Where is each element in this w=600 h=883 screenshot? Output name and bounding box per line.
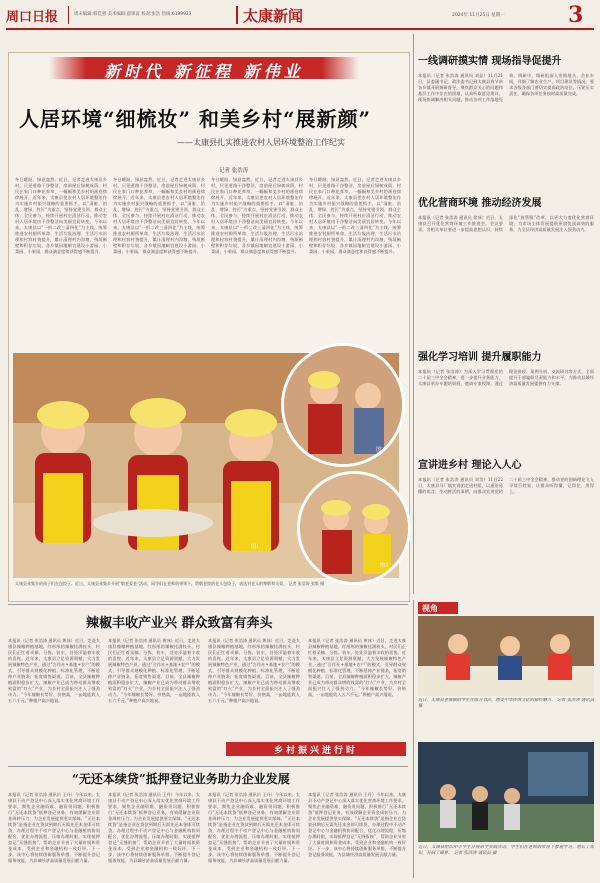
- credit-article: [8, 770, 408, 878]
- photo-column: [418, 602, 594, 878]
- credit-body-col2: 本报讯（记者 张浩涛 通讯员 王丹）今年以来，太康县不动产登记中心深入落实优化营商环境工作要求，聚焦企业融资难、融资贵问题，积极推行“无还本续贷”抵押登记业务，有效缓解企业资金周转压力，为企业发展提供坚实保障。“无还本续贷”是指企业在贷款到期后无需先还本金即可续贷，办理过程中不动产登记中心与金融机构协同配合，优化办理流程，压缩办理时限，实现抵押登记“无缝衔接”，帮助企业节省了大量时间和资金成本，受到企业和金融机构一致好评。下一步，该中心将持续创新服务举措，不断提升登记服务效能，为县域经济高质量发展贡献力量。: [108, 792, 200, 863]
- credit-title: “无还本续贷”抵押登记业务助力企业发展: [72, 772, 290, 786]
- section-marker-left: [236, 6, 238, 24]
- ribbon-label: 乡村振兴进行时: [273, 746, 358, 756]
- kids-at-table-image: [284, 346, 402, 464]
- chili-body-col1: 本报讯（记者 张浩涛 通讯员 黄冰）近日，走进太康县辣椒种植基地，红彤彤的辣椒挂满枝头，村民们正忙着采摘、分拣、装车，处处洋溢着丰收的喜悦。近年来，太康县立足资源禀赋，大力发展辣椒特色产业，通过“合作社+基地+农户”的模式，引导群众规模化种植、标准化管理，不断延伸产业链条，拓宽销售渠道。目前，全县辣椒种植面积稳步扩大，辣椒产业已成为带动群众增收致富的“红火”产业，为乡村全面振兴注入了强劲动力。“今年辣椒长势好、价格高，一亩地能收入五六千元。”种植户高兴地说。: [8, 638, 100, 703]
- kids-eating-dumplings-image: [300, 474, 408, 582]
- chili-body-col4: 本报讯（记者 张浩涛 通讯员 黄冰）近日，走进太康县辣椒种植基地，红彤彤的辣椒挂满枝头，村民们正忙着采摘、分拣、装车，处处洋溢着丰收的喜悦。近年来，太康县立足资源禀赋，大力发展辣椒特色产业，通过“合作社+基地+农户”的模式，引导群众规模化种植、标准化管理，不断延伸产业链条，拓宽销售渠道。目前，全县辣椒种植面积稳步扩大，辣椒产业已成为带动群众增收致富的“红火”产业，为乡村全面振兴注入了强劲动力。“今年辣椒长势好、价格高，一亩地能收入五六千元。”种植户高兴地说。: [308, 638, 406, 697]
- right-article-2: [418, 194, 594, 347]
- section-separator-2: [8, 766, 408, 767]
- rural-revitalization-ribbon: [226, 742, 406, 756]
- lead-article: [8, 52, 410, 602]
- right-article-1: [418, 52, 594, 193]
- right-article-4: [418, 456, 594, 599]
- photo-caption: 太康县张集乡的孩子们在包饺子，近日，太康县张集乡开展“敬老爱老”活动，同学们在老师的带领下，给敬老院的老人包饺子，表达对老人的尊敬和关爱。 记者 张浩涛 张集 摄: [15, 581, 325, 586]
- chili-title: 辣椒丰收产业兴 群众致富有奔头: [86, 616, 273, 631]
- masthead: [0, 0, 600, 30]
- right-article-4-title: 宣讲进乡村 理论入人心: [418, 460, 522, 471]
- inset-photo-top: [281, 343, 405, 467]
- chili-body-col2: 本报讯（记者 张浩涛 通讯员 黄冰）近日，走进太康县辣椒种植基地，红彤彤的辣椒挂满枝头，村民们正忙着采摘、分拣、装车，处处洋溢着丰收的喜悦。近年来，太康县立足资源禀赋，大力发展辣椒特色产业，通过“合作社+基地+农户”的模式，引导群众规模化种植、标准化管理，不断延伸产业链条，拓宽销售渠道。目前，全县辣椒种植面积稳步扩大，辣椒产业已成为带动群众增收致富的“红火”产业，为乡村全面振兴注入了强劲动力。“今年辣椒长势好、价格高，一亩地能收入五六千元。”种植户高兴地说。: [108, 638, 200, 703]
- date-line: 2024年 11月25日 星期一: [452, 13, 505, 18]
- right-article-3-title: 强化学习培训 提升履职能力: [418, 352, 542, 363]
- photo-label-2: 图2: [376, 447, 385, 453]
- column-divider: [413, 34, 414, 594]
- photo-label-1: 图1: [251, 544, 260, 550]
- right-article-1-body: 本报讯（记者 张浩涛 通讯员 刘显）11月21日，县委副书记、政法委书记到太康县春节前各乡镇开展调研督导，聚焦群众关心的问题和基层工作中存在的困难，认真听取意见建议，现场协调解决相关问题，推动各项工作落地见效。调研中，调研组深入田间地头、企业车间，详细了解农业生产、项目建设等情况，要求各级各部门要切实提高政治站位，压紧压实责任，确保各项任务按时高质量完成。: [418, 73, 594, 102]
- issue-info: 周末编辑:韩佳惠 美术编辑:翟軍富 校对:张浩 热线:6199923: [74, 12, 192, 17]
- paper-name: 周口日报: [6, 10, 59, 25]
- lead-body-col1: 冬日暖阳，绿意盎然。近日，记者走进太康县乡村，只见道路干净整洁，房前屋后绿树成荫，村民在家门口种花养草，一幅幅和美乡村的画卷徐徐展开。近年来，太康县把农村人居环境整治作为实施乡村振兴战略的重要抓手，以“清脏、治乱、增绿、控污”为重点，坚持党建引领、群众主体、全民参与，持续开展村庄清洁行动，推动农村人居环境由干净整洁向美丽宜居转变。今年以来，太康县以“一拆二改三清四化”为主线，统筹推进农村厕所革命、生活垃圾治理、生活污水治理和村容村貌提升，累计清理村内沟塘、残垣断壁和积存垃圾，各乡镇因地制宜建设小游园、小菜园、小果园，群众满意度和获得感不断提升。: [15, 177, 107, 254]
- right-article-1-title: 一线调研摸实情 现场指导促提升: [418, 56, 562, 67]
- lead-body-col2: 冬日暖阳，绿意盎然。近日，记者走进太康县乡村，只见道路干净整洁，房前屋后绿树成荫，村民在家门口种花养草，一幅幅和美乡村的画卷徐徐展开。近年来，太康县把农村人居环境整治作为实施乡村振兴战略的重要抓手，以“清脏、治乱、增绿、控污”为重点，坚持党建引领、群众主体、全民参与，持续开展村庄清洁行动，推动农村人居环境由干净整洁向美丽宜居转变。今年以来，太康县以“一拆二改三清四化”为主线，统筹推进农村厕所革命、生活垃圾治理、生活污水治理和村容村貌提升，累计清理村内沟塘、残垣断壁和积存垃圾，各乡镇因地制宜建设小游园、小菜园、小果园，群众满意度和获得感不断提升。: [113, 177, 205, 254]
- page-number: 3: [568, 2, 584, 28]
- masthead-divider: [68, 6, 69, 24]
- study-tour-photo: [418, 742, 594, 842]
- right-article-2-body: 本报讯（记者 张浩涛 通讯员 徐冰）近日，太康县召开优化营商环境工作推进会。会议要求，各相关单位要进一步提高思想认识，持续深化“放管服”改革，以更大力度优化营商环境，为市场主体发展提供更加优质高效的服务，为全县经济高质量发展注入强劲动力。: [418, 215, 594, 232]
- credit-body-col1: 本报讯（记者 张浩涛 通讯员 王丹）今年以来，太康县不动产登记中心深入落实优化营商环境工作要求，聚焦企业融资难、融资贵问题，积极推行“无还本续贷”抵押登记业务，有效缓解企业资金周转压力，为企业发展提供坚实保障。“无还本续贷”是指企业在贷款到期后无需先还本金即可续贷，办理过程中不动产登记中心与金融机构协同配合，优化办理流程，压缩办理时限，实现抵押登记“无缝衔接”，帮助企业节省了大量时间和资金成本，受到企业和金融机构一致好评。下一步，该中心将持续创新服务举措，不断提升登记服务效能，为县域经济高质量发展贡献力量。: [8, 792, 100, 863]
- chili-body-col3: 本报讯（记者 张浩涛 通讯员 黄冰）近日，走进太康县辣椒种植基地，红彤彤的辣椒挂满枝头，村民们正忙着采摘、分拣、装车，处处洋溢着丰收的喜悦。近年来，太康县立足资源禀赋，大力发展辣椒特色产业，通过“合作社+基地+农户”的模式，引导群众规模化种植、标准化管理，不断延伸产业链条，拓宽销售渠道。目前，全县辣椒种植面积稳步扩大，辣椒产业已成为带动群众增收致富的“红火”产业，为乡村全面振兴注入了强劲动力。“今年辣椒长势好、价格高，一亩地能收入五六千元。”种植户高兴地说。: [208, 638, 300, 703]
- inset-photo-bottom: [297, 471, 411, 585]
- chili-article: [8, 612, 408, 762]
- lead-body-col3: 冬日暖阳，绿意盎然。近日，记者走进太康县乡村，只见道路干净整洁，房前屋后绿树成荫，村民在家门口种花养草，一幅幅和美乡村的画卷徐徐展开。近年来，太康县把农村人居环境整治作为实施乡村振兴战略的重要抓手，以“清脏、治乱、增绿、控污”为重点，坚持党建引领、群众主体、全民参与，持续开展村庄清洁行动，推动农村人居环境由干净整洁向美丽宜居转变。今年以来，太康县以“一拆二改三清四化”为主线，统筹推进农村厕所革命、生活垃圾治理、生活污水治理和村容村貌提升，累计清理村内沟塘、残垣断壁和积存垃圾，各乡镇因地制宜建设小游园、小菜园、小果园，群众满意度和获得感不断提升。: [211, 177, 303, 254]
- right-article-3-body: 本报讯（记者 张浩涛）为深入学习贯彻党的二十届三中全会精神，进一步提升业务能力，太康县举办专题培训班，邀请专家授课，通过理论讲授、案例分析、交流研讨等方式，全面提升干部履职尽责能力和水平，为推动县域经济高质量发展提供有力支撑。: [418, 369, 594, 386]
- students-calligraphy-image: [418, 616, 594, 696]
- photo-label-3: 图3: [380, 563, 389, 569]
- slogan-banner: [49, 57, 359, 79]
- masthead-rule: [6, 28, 594, 30]
- section-separator: [8, 604, 408, 605]
- right-article-2-title: 优化营商环境 推动经济发展: [418, 198, 542, 209]
- calligraphy-photo: [418, 616, 594, 696]
- credit-body-col3: 本报讯（记者 张浩涛 通讯员 王丹）今年以来，太康县不动产登记中心深入落实优化营商环境工作要求，聚焦企业融资难、融资贵问题，积极推行“无还本续贷”抵押登记业务，有效缓解企业资金周转压力，为企业发展提供坚实保障。“无还本续贷”是指企业在贷款到期后无需先还本金即可续贷，办理过程中不动产登记中心与金融机构协同配合，优化办理流程，压缩办理时限，实现抵押登记“无缝衔接”，帮助企业节省了大量时间和资金成本，受到企业和金融机构一致好评。下一步，该中心将持续创新服务举措，不断提升登记服务效能，为县域经济高质量发展贡献力量。: [208, 792, 300, 863]
- lead-subtitle: ——太康县扎实推进农村人居环境整治工作纪实: [177, 138, 345, 147]
- section-title: 太康新闻: [243, 7, 304, 25]
- right-article-4-body: 本报讯（记者 张浩涛 通讯员 刘昊）11月22日，太康县马厂镇宣讲团走进村组，以通俗易懂的语言、生动鲜活的事例，向群众宣讲党的二十届三中全会精神，推动党的创新理论飞入寻常百姓家，让群众听得懂、记得住、用得上。: [418, 477, 594, 494]
- perspective-tag-label: 视角: [422, 603, 438, 613]
- lead-title: 人居环境“细梳妆” 和美乡村“展新颜”: [19, 107, 371, 131]
- lead-body-col4: 冬日暖阳，绿意盎然。近日，记者走进太康县乡村，只见道路干净整洁，房前屋后绿树成荫，村民在家门口种花养草，一幅幅和美乡村的画卷徐徐展开。近年来，太康县把农村人居环境整治作为实施乡村振兴战略的重要抓手，以“清脏、治乱、增绿、控污”为重点，坚持党建引领、群众主体、全民参与，持续开展村庄清洁行动，推动农村人居环境由干净整洁向美丽宜居转变。今年以来，太康县以“一拆二改三清四化”为主线，统筹推进农村厕所革命、生活垃圾治理、生活污水治理和村容村貌提升，累计清理村内沟塘、残垣断壁和积存垃圾，各乡镇因地制宜建设小游园、小菜园、小果园，群众满意度和获得感不断提升。: [309, 177, 401, 254]
- slogan-text: 新时代 新征程 新伟业: [104, 62, 304, 81]
- calligraphy-caption: 近日，太康县老城镇的学生在练习书法，感受中华传统文化的独特魅力。 记者 张浩涛 通讯员 摄: [418, 698, 594, 709]
- study-tour-caption: 近日，太康县组织中小学生开展研学实践活动，学生们在老师的带领下参观学习，增长了知识，开阔了眼界。 记者 张浩涛 通讯员 摄: [418, 845, 594, 856]
- credit-body-col4: 本报讯（记者 张浩涛 通讯员 王丹）今年以来，太康县不动产登记中心深入落实优化营商环境工作要求，聚焦企业融资难、融资贵问题，积极推行“无还本续贷”抵押登记业务，有效缓解企业资金周转压力，为企业发展提供坚实保障。“无还本续贷”是指企业在贷款到期后无需先还本金即可续贷，办理过程中不动产登记中心与金融机构协同配合，优化办理流程，压缩办理时限，实现抵押登记“无缝衔接”，帮助企业节省了大量时间和资金成本，受到企业和金融机构一致好评。下一步，该中心将持续创新服务举措，不断提升登记服务效能，为县域经济高质量发展贡献力量。: [308, 792, 406, 857]
- photo-column-divider: [413, 600, 414, 878]
- students-study-tour-image: [418, 742, 594, 842]
- right-article-3: [418, 348, 594, 459]
- perspective-tag: [418, 602, 458, 614]
- lead-byline: 记者 张浩涛: [219, 168, 249, 174]
